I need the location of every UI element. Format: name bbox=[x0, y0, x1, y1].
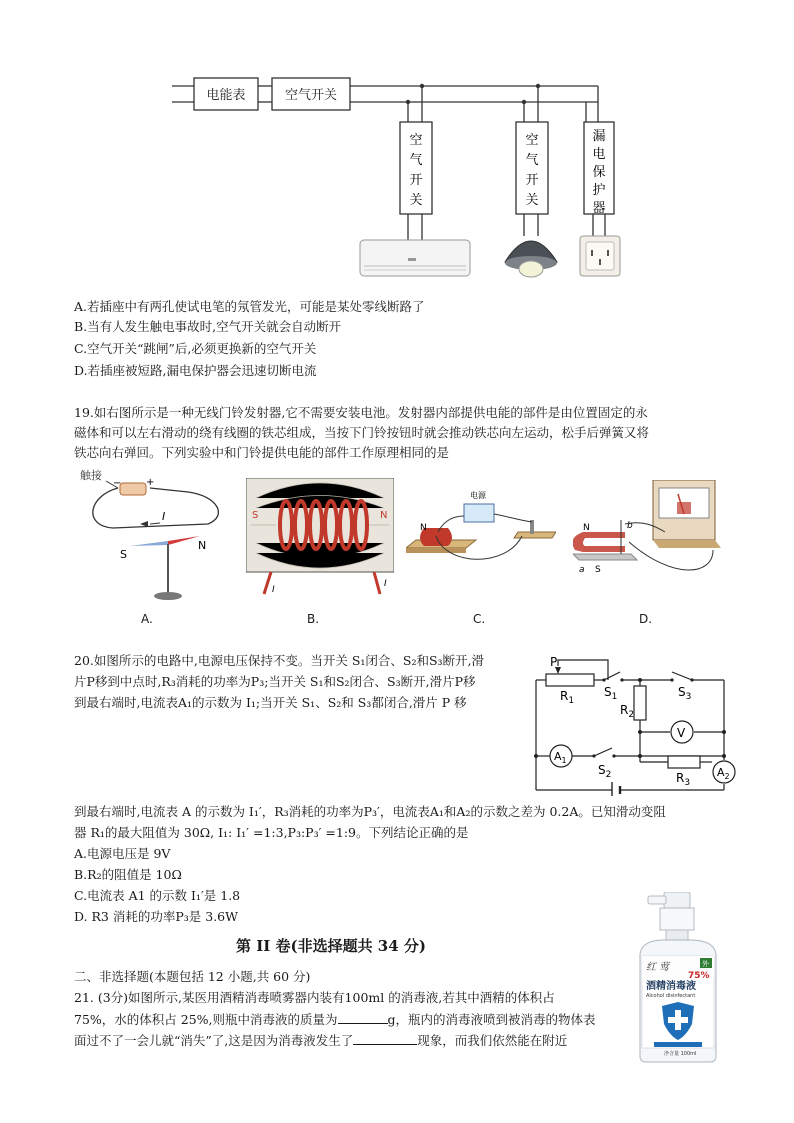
q19-figure-a bbox=[78, 466, 228, 606]
svg-text:R1: $R_1$ bbox=[560, 689, 575, 706]
svg-text:75%: 75% bbox=[688, 971, 710, 981]
q20-stem-line-2: 片P移到中点时,R₃消耗的功率为P₃;当开关 S₁和S₂闭合、S₃断开,滑片P移 bbox=[74, 674, 476, 689]
q19-stem-line-1: 19.如右图所示是一种无线门铃发射器,它不需要安装电池。发射器内部提供电能的部件是由位置固定的永 bbox=[74, 405, 648, 420]
svg-text:关: 关 bbox=[409, 193, 423, 208]
svg-text:S2: $S_2$ bbox=[598, 763, 612, 780]
electricity-meter-label: 电能表 bbox=[206, 88, 246, 103]
q20-circuit-diagram bbox=[528, 656, 738, 796]
svg-text:外: 外 bbox=[702, 960, 709, 968]
q20-stem-line-4: 到最右端时,电流表 A 的示数为 I₁′，R₃消耗的功率为P₃′，电流表A₁和A₂的示数之差为 0.2A。已知滑动变阻 bbox=[74, 804, 666, 819]
wall-socket-icon bbox=[580, 236, 620, 276]
svg-text:A1: $A_1$ bbox=[554, 750, 567, 765]
svg-text:I: I bbox=[162, 510, 166, 523]
part2-title: 第 II 卷(非选择题共 34 分) bbox=[236, 937, 426, 955]
svg-text:−: − bbox=[113, 478, 122, 489]
svg-text:S1: $S_1$ bbox=[604, 685, 618, 702]
q20-stem-line-3: 到最右端时,电流表A₁的示数为 I₁;当开关 S₁、S₂和 S₃都闭合,滑片 P 移 bbox=[74, 695, 467, 710]
q19-stem-line-2: 磁体和可以左右滑动的绕有线圈的铁芯组成，当按下门铃按钮时就会推动铁芯向左运动，松手后弹簧又将 bbox=[74, 425, 650, 440]
section-heading: 二、非选择题(本题包括 12 小题,共 60 分) bbox=[74, 969, 311, 984]
svg-text:气: 气 bbox=[409, 153, 423, 168]
svg-text:护: 护 bbox=[592, 183, 606, 198]
svg-text:+: + bbox=[146, 477, 155, 488]
q21-line-3: 面过不了一会儿就“消失”了,这是因为消毒液发生了 现象，而我们依然能在附近 bbox=[74, 1033, 568, 1048]
svg-text:保: 保 bbox=[592, 165, 606, 180]
household-circuit-diagram bbox=[160, 70, 640, 285]
q19-figure-d bbox=[573, 480, 723, 590]
svg-text:空: 空 bbox=[409, 133, 423, 148]
q19-caption-a: A. bbox=[141, 612, 153, 626]
q21-line-2: 75%，水的体积占 25%,则瓶中消毒液的质量为 g，瓶内的消毒液喷到被消毒的物体表 bbox=[74, 1012, 596, 1027]
svg-text:a: a bbox=[579, 565, 585, 575]
svg-text:R3: $R_3$ bbox=[676, 771, 691, 788]
q18-option-c: C.空气开关“跳闸”后,必须更换新的空气开关 bbox=[74, 341, 317, 356]
svg-text:开: 开 bbox=[409, 173, 423, 188]
svg-text:S3: $S_3$ bbox=[678, 685, 692, 702]
svg-text:S: S bbox=[120, 548, 127, 561]
lamp-icon bbox=[505, 241, 557, 277]
svg-text:R2: $R_2$ bbox=[620, 703, 635, 720]
svg-text:触接: 触接 bbox=[80, 469, 102, 482]
svg-text:S: S bbox=[595, 565, 601, 575]
q19-stem-line-3: 铁芯向右弹回。下列实验中和门铃提供电能的部件工作原理相同的是 bbox=[74, 445, 450, 460]
svg-text:电源: 电源 bbox=[470, 491, 486, 500]
svg-text:S: S bbox=[252, 510, 259, 521]
q21-line-1: 21. (3分)如图所示,某医用酒精消毒喷雾器内装有100ml 的消毒液,若其中酒精的体积占 bbox=[74, 990, 555, 1005]
q20-option-c: C.电流表 A1 的示数 I₁′是 1.8 bbox=[74, 888, 241, 903]
disinfectant-spray-bottle-icon bbox=[634, 892, 724, 1064]
svg-text:空: 空 bbox=[525, 133, 539, 148]
svg-text:b: b bbox=[627, 521, 633, 531]
svg-text:气: 气 bbox=[525, 153, 539, 168]
svg-text:I: I bbox=[272, 585, 275, 595]
q20-option-b: B.R₂的阻值是 10Ω bbox=[74, 867, 182, 882]
q18-option-a: A.若插座中有两孔使试电笔的氖管发光，可能是某处零线断路了 bbox=[74, 299, 425, 314]
svg-text:N: N bbox=[380, 510, 388, 521]
svg-text:红 莺: 红 莺 bbox=[646, 962, 670, 973]
svg-text:Alcohol disinfectant: Alcohol disinfectant bbox=[646, 993, 696, 999]
svg-text:关: 关 bbox=[525, 193, 539, 208]
q19-figure-b bbox=[246, 478, 394, 596]
svg-text:P: P bbox=[550, 656, 558, 669]
svg-text:I: I bbox=[384, 579, 387, 589]
q19-caption-c: C. bbox=[473, 612, 486, 626]
svg-text:净含量 100ml: 净含量 100ml bbox=[664, 1051, 697, 1057]
q21-blank-mass[interactable] bbox=[338, 1010, 388, 1024]
svg-text:A2: $A_2$ bbox=[717, 766, 730, 781]
svg-text:酒精消毒液: 酒精消毒液 bbox=[646, 981, 696, 992]
svg-text:N: N bbox=[583, 523, 590, 533]
q20-stem-line-1: 20.如图所示的电路中,电源电压保持不变。当开关 S₁闭合、S₂和S₃断开,滑 bbox=[74, 653, 485, 668]
svg-text:N: N bbox=[420, 523, 427, 533]
q19-caption-d: D. bbox=[639, 612, 653, 626]
q18-option-b: B.当有人发生触电事故时,空气开关就会自动断开 bbox=[74, 319, 342, 334]
svg-text:开: 开 bbox=[525, 173, 539, 188]
q20-stem-line-5: 器 R₁的最大阻值为 30Ω, I₁: I₁′ =1:3,P₃:P₃′ =1:9。下列结论正确的是 bbox=[74, 825, 469, 840]
q18-option-d: D.若插座被短路,漏电保护器会迅速切断电流 bbox=[74, 363, 317, 378]
q20-option-d: D. R3 消耗的功率P₃是 3.6W bbox=[74, 909, 238, 924]
svg-text:漏: 漏 bbox=[592, 129, 606, 144]
q19-figure-c bbox=[406, 486, 556, 576]
svg-text:V: V bbox=[677, 726, 686, 740]
q20-option-a: A.电源电压是 9V bbox=[74, 846, 171, 861]
svg-text:N: N bbox=[198, 539, 207, 552]
air-conditioner-icon bbox=[360, 240, 470, 276]
svg-text:电: 电 bbox=[592, 147, 606, 162]
main-air-switch-label: 空气开关 bbox=[284, 88, 338, 103]
svg-text:器: 器 bbox=[592, 201, 606, 216]
q19-caption-b: B. bbox=[307, 612, 320, 626]
q21-blank-phenomenon[interactable] bbox=[353, 1031, 417, 1045]
